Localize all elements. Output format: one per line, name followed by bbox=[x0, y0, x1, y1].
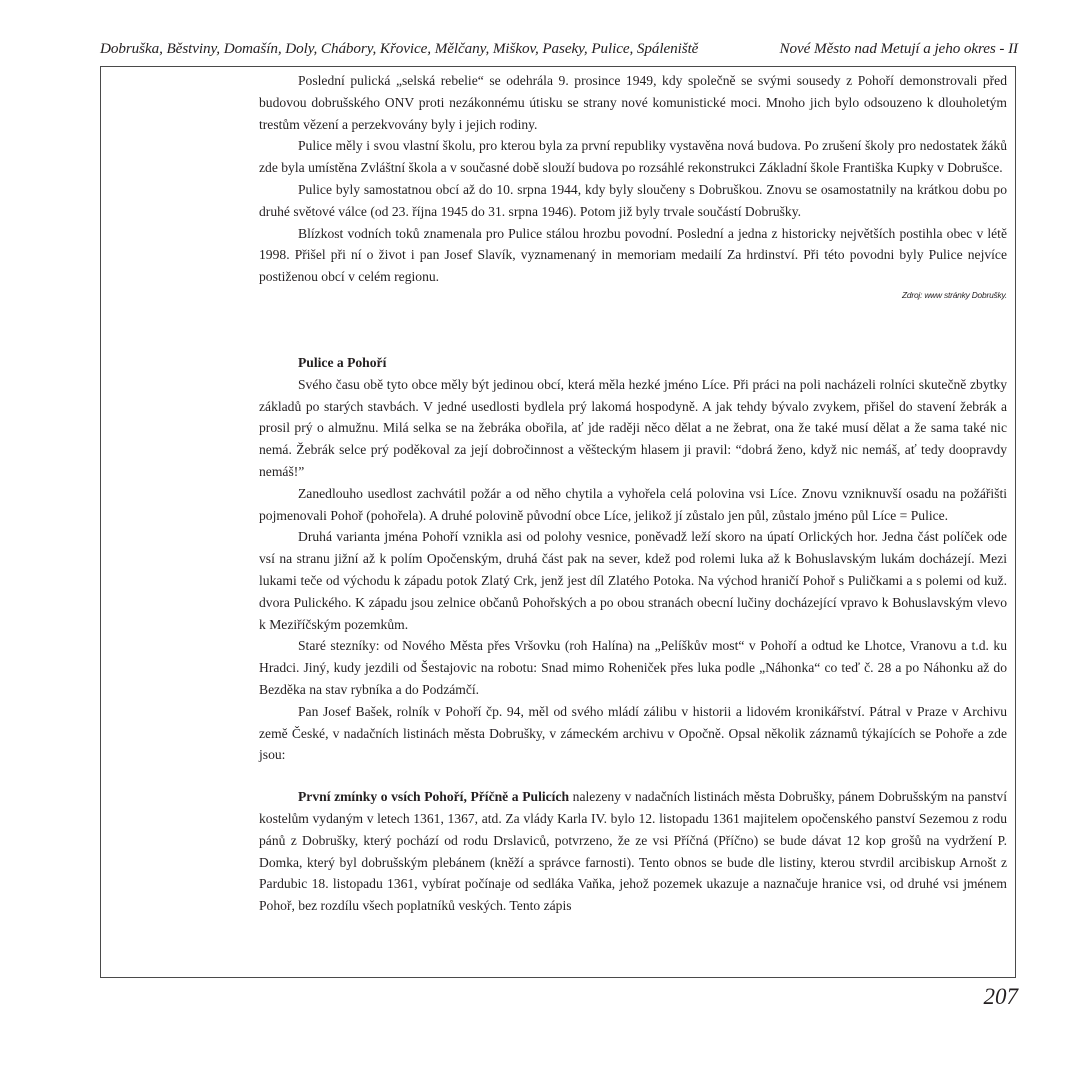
page-number: 207 bbox=[983, 984, 1018, 1009]
source-note: Zdroj: www stránky Dobrušky. bbox=[901, 289, 1007, 300]
paragraph: Staré stezníky: od Nového Města přes Vršovku (roh Halína) na „Pelíškův most“ v Pohoří a odtud ke Lhotce, Vranovu a t.d. ku Hradci. Jiný, kudy jezdili od Šestajovic na robotu: Snad mimo Roheniček přes luka podle „Náhonka“ co teď č. 28 a po Náhonku až do Bezděka na stav rybníka a do Podzámčí. bbox=[259, 638, 1007, 697]
running-header bbox=[100, 40, 1020, 62]
paragraph: Druhá varianta jména Pohoří vznikla asi od polohy vesnice, poněvadž leží skoro na úpatí Orlických hor. Jedna část políček ode vsí na stranu jižní až k polím Opočenským, druhá část pak na sever, kdež pod rolemi luka až k Bohuslavským lukám docházejí. Mezi lukami teče od východu k západu potok Zlatý Crk, jenž jest díl Zlatého Potoka. Na východ hraničí Pohoř s Puličkami a s polemi od kuž. dvora Pulického. K západu jsou zelnice občanů Pohořských a po obou stranách obecní lučiny docházející vpravo k Bohuslavským vlevo k Meziříčským pozemkům. bbox=[259, 529, 1007, 632]
section-title: Pulice a Pohoří bbox=[298, 354, 387, 370]
paragraph: Poslední pulická „selská rebelie“ se odehrála 9. prosince 1949, kdy společně se svými sousedy z Pohoří demonstrovali před budovou dobrušského ONV proti nezákonnému útisku se strany nové komunistické moci. Mnoho jich bylo odsouzeno k dlouholetým trestům vězení a perzekvovány byly i jejich rodiny. bbox=[259, 73, 1007, 132]
paragraph: Pan Josef Bašek, rolník v Pohoří čp. 94, měl od svého mládí zálibu v historii a lidovém kronikářství. Pátral v Praze v Archivu země České, v nadačních listinách města Dobrušky, v zámeckém archivu v Opočně. Opsal několik záznamů týkajících se Pohoře a zde jsou: bbox=[259, 703, 1007, 763]
main-text-column bbox=[259, 70, 1007, 917]
section-gap bbox=[259, 302, 1007, 352]
paragraph-rest: nalezeny v nadačních listinách města Dobrušky, pánem Dobrušským na panství kostelům vydaným v letech 1361, 1367, atd. Za vlády Karla IV. bylo 12. listopadu 1361 majitelem opočenského panství Sezemou z rodu pánů z Dobrušky, který pochází od rodu Drslaviců, potvrzeno, že ze vsi Příčná (Příčno) se bude dávat 12 kop grošů na vydržení P. Domka, který byl dobrušským plebánem (kněží a správce farnosti). Tento obnos se bude dle listiny, kterou stvrdil arcibiskup Arnošt z Pardubic 18. listopadu 1361, vybírat počínaje od sedláka Vaňka, jehož pozemek ukazuje a naznačuje hranice vsi, od druhé vsi jménem Pohoř, bez rozdílu všech poplatníků veských. Tento zápis bbox=[259, 789, 1008, 914]
bold-lead-in: První zmínky o vsích Pohoří, Příčně a Pulicích bbox=[298, 789, 570, 805]
paragraph: Zanedlouho usedlost zachvátil požár a od něho chytila a vyhořela celá polovina vsi Líce. Znovu vzniknuvší osadu na požářišti pojmenovali Pohoř (pohořela). A druhé polovině původní obce Líce, jelikož jí zůstalo jen půl, zůstalo jméno půl Líce = Pulice. bbox=[259, 485, 1007, 523]
header-right-text: Nové Město nad Metují a jeho okres - II bbox=[779, 40, 1018, 57]
paragraph-first-mentions bbox=[259, 786, 1007, 917]
paragraph-gap bbox=[259, 766, 1007, 786]
paragraph: Blízkost vodních toků znamenala pro Pulice stálou hrozbu povodní. Poslední a jedna z historicky největších postihla obec v létě 1998. Přišel při ní o život i pan Josef Slavík, vyznamenaný in memoriam medailí Za hrdinství. Při této povodni byly Pulice nejvíce postiženou obcí v celém regionu. bbox=[259, 225, 1007, 285]
paragraph: Svého času obě tyto obce měly být jedinou obcí, která měla hezké jméno Líce. Při práci na poli nacházeli rolníci skutečně zbytky základů po starých stavbách. V jedné usedlosti bydlela prý lakomá hospodyně. A jak tehdy bývalo zvykem, přišel do stavení žebrák a prosil prý o almužnu. Milá selka se na žebráka obořila, ať jde raději něco dělat a ne žebrat, ona že také musí dělat a že sama také nic nemá. Žebrák selce prý poděkoval za její dobročinnost a věšteckým hlasem ji pravil: “dobrá ženo, když nic nemáš, ať tedy doopravdy nemáš!” bbox=[259, 376, 1007, 479]
paragraph: Pulice byly samostatnou obcí až do 10. srpna 1944, kdy byly sloučeny s Dobruškou. Znovu se osamostatnily na krátkou dobu po druhé světové válce (od 23. října 1945 do 31. srpna 1946). Potom již byly trvale součástí Dobrušky. bbox=[259, 181, 1007, 219]
paragraph: Pulice měly i svou vlastní školu, pro kterou byla za první republiky vystavěna nová budova. Po zrušení školy pro nedostatek žáků zde byla umístěna Zvláštní škola a v současné době slouží budova po rozsáhlé rekonstrukci Základní škole Františka Kupky v Dobrušce. bbox=[259, 138, 1007, 176]
header-left-text: Dobruška, Běstviny, Domašín, Doly, Chábory, Křovice, Mělčany, Miškov, Paseky, Pulice, Spáleniště bbox=[100, 40, 699, 57]
